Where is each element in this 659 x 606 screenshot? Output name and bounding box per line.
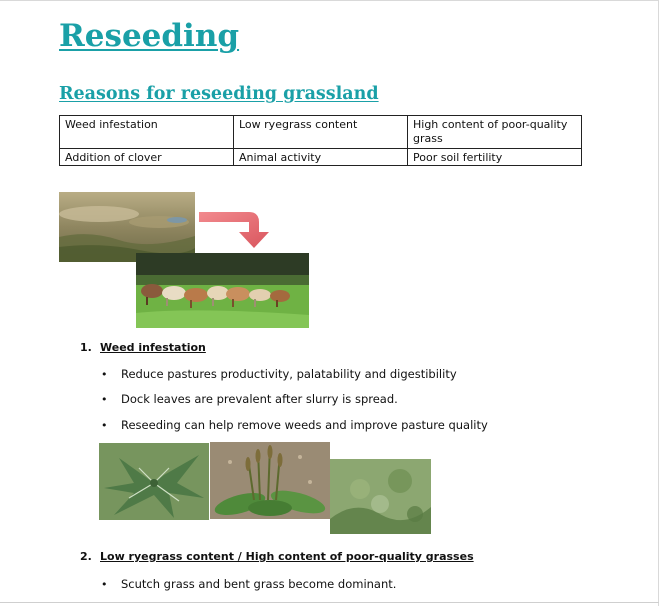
table-cell: Low ryegrass content: [234, 116, 408, 149]
list-item: [101, 367, 457, 381]
table-cell: Weed infestation: [60, 116, 234, 149]
table-cell: High content of poor-quality grass: [408, 116, 582, 149]
list-item: [101, 418, 488, 432]
poor-pasture-image: [59, 192, 195, 262]
cattle-grazing-image: [136, 253, 309, 328]
page-bottom-border: [0, 602, 659, 603]
bullet-icon: •: [101, 419, 108, 432]
grass-weed-image: [330, 459, 431, 534]
arrow-icon: [197, 210, 272, 255]
reasons-table: [59, 115, 582, 166]
table-row: [60, 116, 582, 149]
bullet-icon: •: [101, 368, 108, 381]
list-item-text: Dock leaves are prevalent after slurry is spread.: [121, 392, 398, 406]
list-item-text: Reduce pastures productivity, palatability and digestibility: [121, 367, 457, 381]
table-cell: Animal activity: [234, 149, 408, 166]
section-title: Reasons for reseeding grassland: [59, 84, 379, 104]
section-heading-text: Weed infestation: [100, 341, 206, 354]
table-cell: Poor soil fertility: [408, 149, 582, 166]
list-item-text: Scutch grass and bent grass become dominant.: [121, 577, 397, 591]
bullet-icon: •: [101, 578, 108, 591]
bullet-icon: •: [101, 393, 108, 406]
table-cell: Addition of clover: [60, 149, 234, 166]
section-number: 1.: [80, 341, 92, 354]
section-number: 2.: [80, 550, 92, 563]
section-2-heading: [80, 550, 474, 563]
table-row: [60, 149, 582, 166]
thistle-weed-image: [99, 443, 209, 520]
plantain-weed-image: [210, 442, 330, 519]
list-item: [101, 577, 396, 591]
section-heading-text: Low ryegrass content / High content of poor-quality grasses: [100, 550, 474, 563]
page-title: Reseeding: [59, 18, 240, 54]
page-top-border: [0, 0, 659, 1]
list-item-text: Reseeding can help remove weeds and improve pasture quality: [121, 418, 488, 432]
section-1-heading: [80, 341, 206, 354]
list-item: [101, 392, 398, 406]
